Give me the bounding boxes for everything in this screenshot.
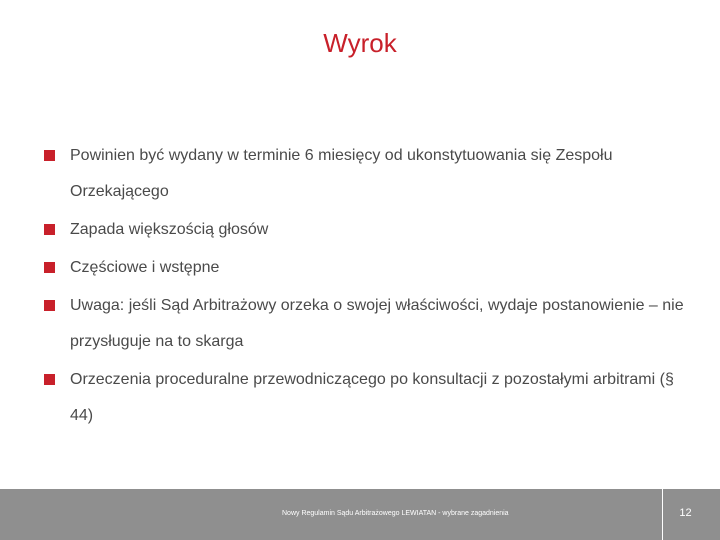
bullet-text: Powinien być wydany w terminie 6 miesięcy od ukonstytuowania się Zespołu Orzekającego <box>70 147 613 200</box>
bullet-item <box>44 250 684 286</box>
square-bullet-icon <box>44 150 55 161</box>
page-number: 12 <box>679 507 692 519</box>
square-bullet-icon <box>44 224 55 235</box>
bullet-item <box>44 138 684 210</box>
bullet-item <box>44 288 684 360</box>
bullet-list <box>44 138 684 436</box>
bullet-item <box>44 212 684 248</box>
bullet-text: Zapada większością głosów <box>70 221 269 238</box>
bullet-item <box>44 362 684 434</box>
square-bullet-icon <box>44 262 55 273</box>
slide-title: Wyrok <box>323 28 397 58</box>
bullet-text: Orzeczenia proceduralne przewodniczącego po konsultacji z pozostałymi arbitrami (§ 44) <box>70 371 674 424</box>
bullet-text: Częściowe i wstępne <box>70 259 220 276</box>
square-bullet-icon <box>44 374 55 385</box>
footer-text: Nowy Regulamin Sądu Arbitrażowego LEWIATAN - wybrane zagadnienia <box>282 510 509 517</box>
square-bullet-icon <box>44 300 55 311</box>
footer-bar <box>0 489 720 540</box>
bullet-text: Uwaga: jeśli Sąd Arbitrażowy orzeka o swojej właściwości, wydaje postanowienie – nie przysługuje na to skarga <box>70 297 684 350</box>
